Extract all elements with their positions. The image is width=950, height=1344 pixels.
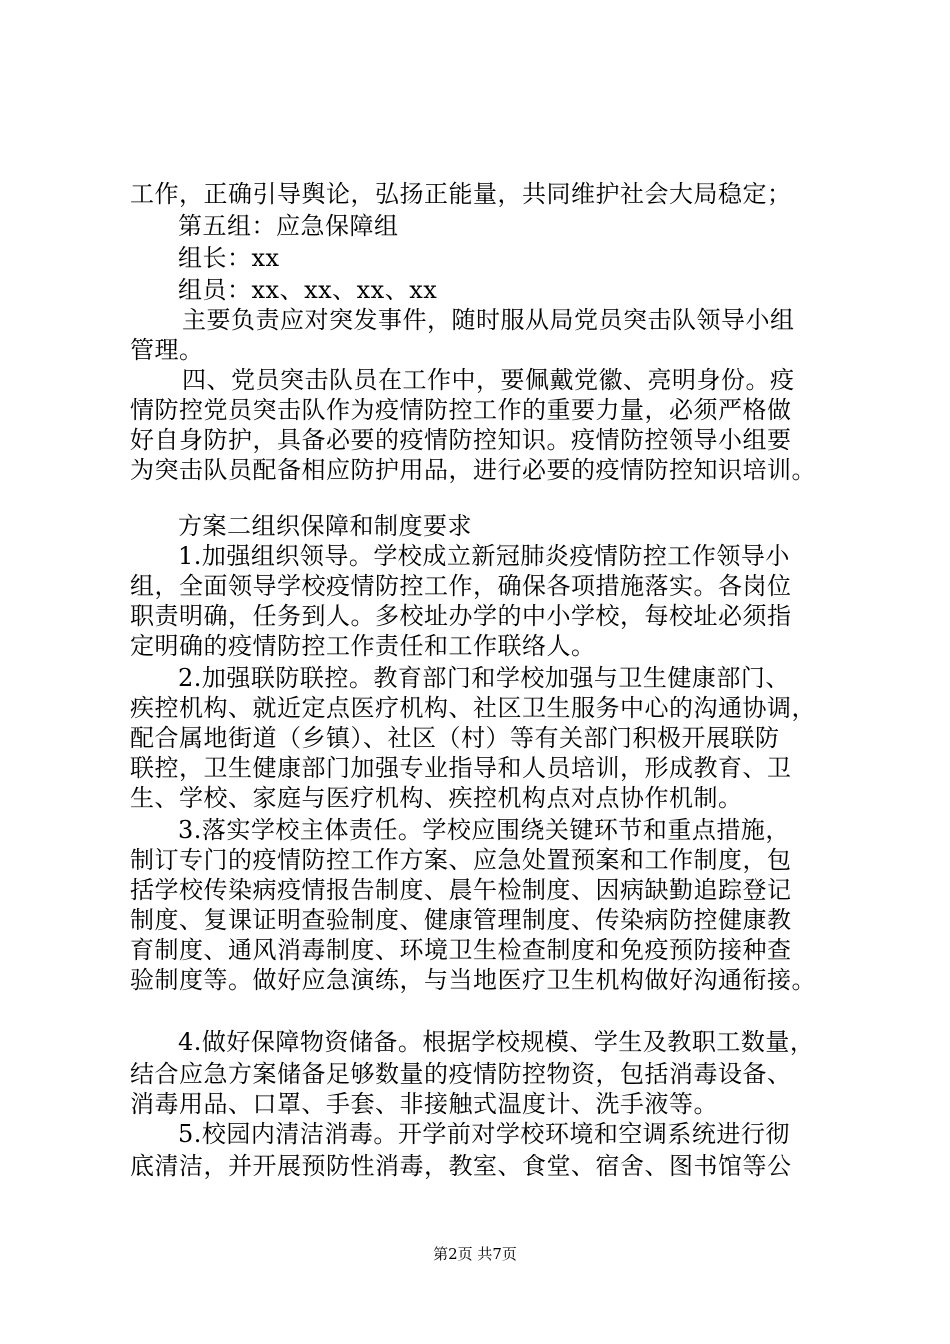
text-line: 制订专门的疫情防控工作方案、应急处置预案和工作制度，包: [130, 846, 792, 874]
page-number-footer: 第2页 共7页: [433, 1245, 517, 1263]
text-line: 育制度、通风消毒制度、环境卫生检查制度和免疫预防接种查: [130, 936, 792, 964]
text-line: 制度、复课证明查验制度、健康管理制度、传染病防控健康教: [130, 906, 792, 934]
text-line: 括学校传染病疫情报告制度、晨午检制度、因病缺勤追踪登记: [130, 876, 792, 904]
text-line: 4.做好保障物资储备。根据学校规模、学生及教职工数量，: [178, 1028, 815, 1056]
text-line: 底清洁，并开展预防性消毒，教室、食堂、宿舍、图书馆等公: [130, 1152, 792, 1180]
text-line: 配合属地街道（乡镇）、社区（村）等有关部门积极开展联防: [130, 724, 780, 752]
text-line: 定明确的疫情防控工作责任和工作联络人。: [130, 632, 596, 660]
text-line: 3.落实学校主体责任。学校应围绕关键环节和重点措施，: [178, 816, 790, 844]
text-line: 好自身防护，具备必要的疫情防控知识。疫情防控领导小组要: [130, 426, 792, 454]
text-line: 为突击队员配备相应防护用品，进行必要的疫情防控知识培训。: [130, 456, 816, 484]
text-line: 疾控机构、就近定点医疗机构、社区卫生服务中心的沟通协调，: [130, 694, 816, 722]
text-line: 主要负责应对突发事件，随时服从局党员突击队领导小组: [182, 306, 795, 334]
text-line: 2.加强联防联控。教育部门和学校加强与卫生健康部门、: [178, 664, 790, 692]
text-line: 工作，正确引导舆论，弘扬正能量，共同维护社会大局稳定；: [130, 180, 792, 208]
text-line: 四、党员突击队员在工作中，要佩戴党徽、亮明身份。疫: [182, 366, 795, 394]
text-line: 消毒用品、口罩、手套、非接触式温度计、洗手液等。: [130, 1090, 718, 1118]
text-line: 生、学校、家庭与医疗机构、疾控机构点对点协作机制。: [130, 784, 743, 812]
text-line: 5.校园内清洁消毒。开学前对学校环境和空调系统进行彻: [178, 1120, 790, 1148]
text-line: 情防控党员突击队作为疫情防控工作的重要力量，必须严格做: [130, 396, 792, 424]
section-heading: 方案二组织保障和制度要求: [178, 512, 472, 540]
text-line: 第五组：应急保障组: [178, 212, 399, 240]
text-line: 结合应急方案储备足够数量的疫情防控物资，包括消毒设备、: [130, 1060, 792, 1088]
text-line: 组长：xx: [178, 244, 280, 272]
text-line: 组，全面领导学校疫情防控工作，确保各项措施落实。各岗位: [130, 572, 792, 600]
text-line: 1.加强组织领导。学校成立新冠肺炎疫情防控工作领导小: [178, 542, 790, 570]
text-line: 联控，卫生健康部门加强专业指导和人员培训，形成教育、卫: [130, 754, 792, 782]
text-line: 验制度等。做好应急演练，与当地医疗卫生机构做好沟通衔接。: [130, 966, 816, 994]
text-line: 职责明确，任务到人。多校址办学的中小学校，每校址必须指: [130, 602, 792, 630]
text-line: 管理。: [130, 336, 204, 364]
text-line: 组员：xx、xx、xx、xx: [178, 276, 438, 304]
